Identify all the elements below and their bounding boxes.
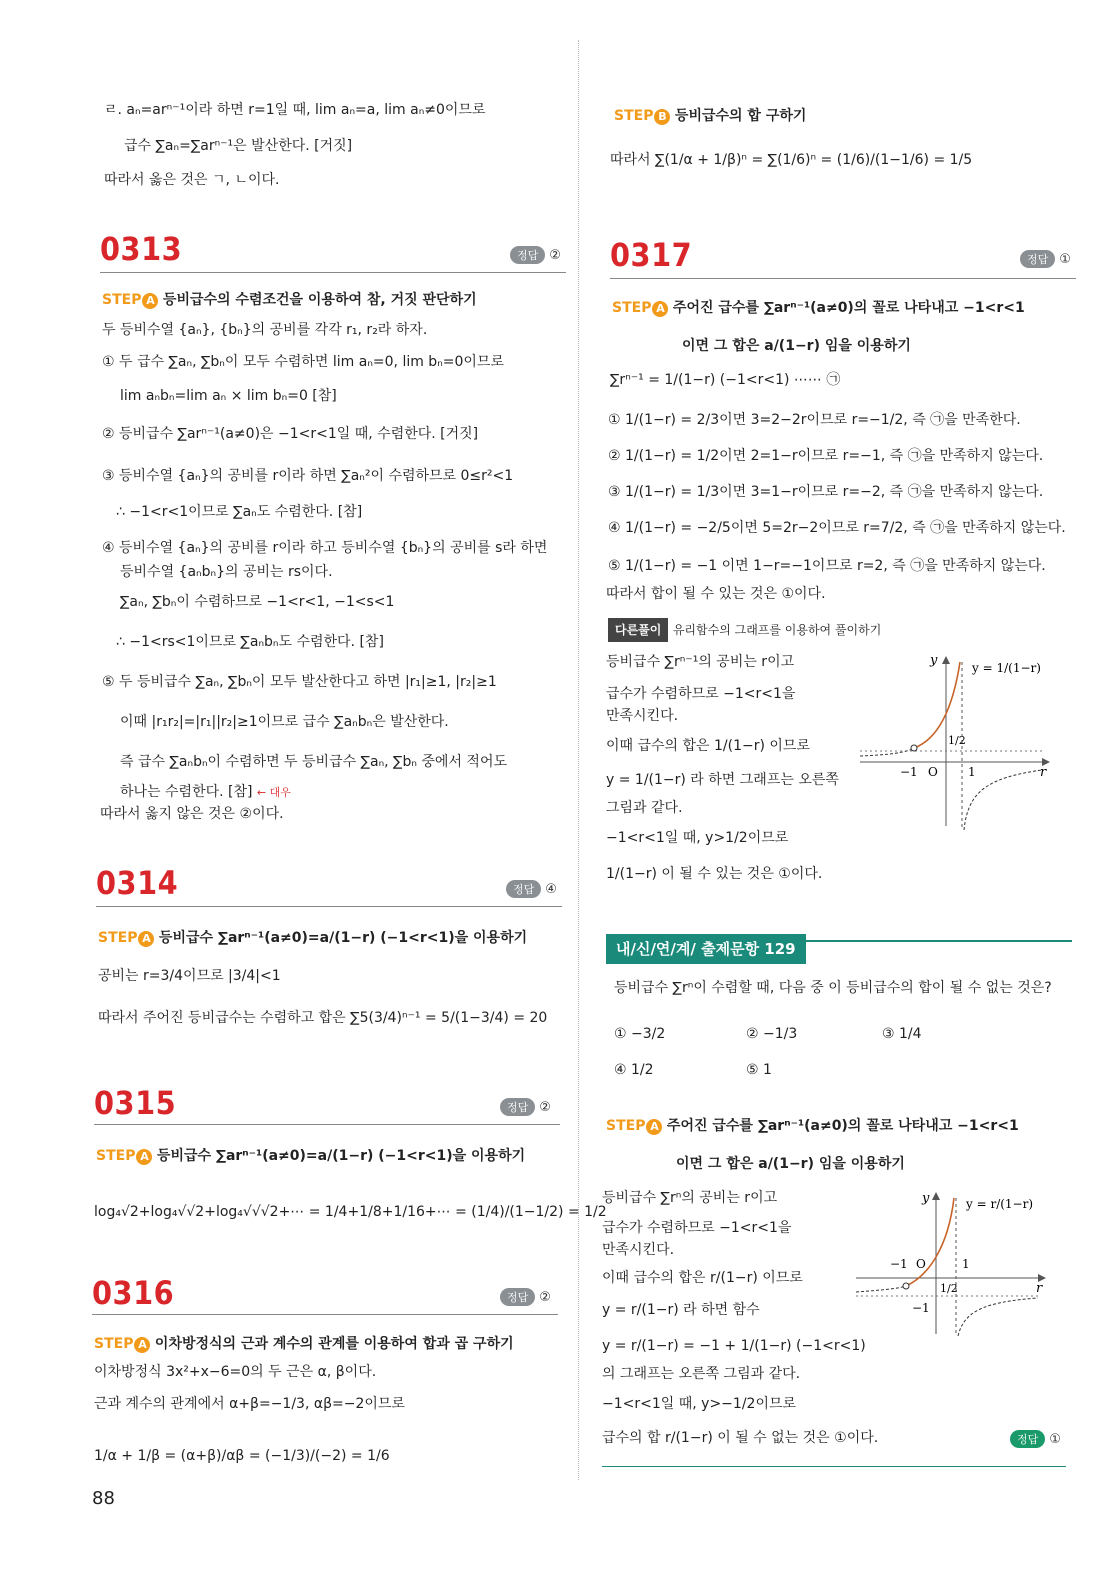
problem-number-0315: 0315 (94, 1084, 177, 1122)
reference-problem-banner: 내/신/연/계/ 출제문항 129 (606, 934, 806, 964)
problem-number-0313: 0313 (100, 230, 183, 268)
y-axis-arrow (932, 1192, 940, 1200)
step-heading-0317: STEP A 주어진 급수를 ∑arⁿ⁻¹(a≠0)의 꼴로 나타내고 −1<r<1 (612, 300, 1025, 316)
solution-line: 따라서 ∑(1/α + 1/β)ⁿ = ∑(1/6)ⁿ = (1/6)/(1−1/6) = 1/5 (610, 152, 973, 168)
solution-line: ④ 1/(1−r) = −2/5이면 5=2r−2이므로 r=7/2, 즉 ㉠을 만족하지 않는다. (608, 520, 1066, 536)
answer-value: ④ (545, 882, 557, 897)
label-half: 1/2 (948, 734, 966, 747)
label-r: r (1040, 765, 1047, 780)
solution-line: ② 1/(1−r) = 1/2이면 2=1−r이므로 r=−1, 즉 ㉠을 만족하지 않는다. (608, 448, 1044, 464)
step-heading-B: STEP B 등비급수의 합 구하기 (614, 108, 807, 124)
label-origin: O (916, 1257, 926, 1271)
problem-number-0316: 0316 (92, 1274, 175, 1312)
solution-line: 등비수열 {aₙbₙ}의 공비는 rs이다. (120, 564, 333, 580)
section-rule (92, 1314, 558, 1315)
answer-0314 (506, 880, 557, 898)
solution-line: 즉 급수 ∑aₙbₙ이 수렴하면 두 등비급수 ∑aₙ, ∑bₙ 중에서 적어도 (120, 754, 508, 770)
label-neg1: −1 (900, 765, 918, 779)
intro-line-2: 급수 ∑aₙ=∑arⁿ⁻¹은 발산한다. [거짓] (124, 138, 353, 154)
answer-badge: 정답 (510, 246, 545, 264)
solution-line: 이차방정식 3x²+x−6=0의 두 근은 α, β이다. (94, 1364, 377, 1380)
label-origin: O (928, 765, 938, 779)
step-heading-0317-cont: 이면 그 합은 a/(1−r) 임을 이용하기 (682, 338, 911, 354)
choice-1: ① −3/2 (614, 1026, 666, 1042)
problem-number-0314: 0314 (96, 864, 179, 902)
ref-line: 의 그래프는 오른쪽 그림과 같다. (602, 1366, 801, 1382)
ref-line: 급수가 수렴하므로 −1<r<1을 (602, 1220, 792, 1236)
label-y: y (930, 653, 938, 668)
alt-line: −1<r<1일 때, y>1/2이므로 (606, 830, 789, 846)
solution-line: ④ 등비수열 {aₙ}의 공비를 r이라 하고 등비수열 {bₙ}의 공비를 s라 하면 (102, 540, 548, 556)
intro-line-3: 따라서 옳은 것은 ㄱ, ㄴ이다. (104, 172, 280, 188)
solution-line: lim aₙbₙ=lim aₙ × lim bₙ=0 [참] (120, 388, 337, 404)
ref-line: y = r/(1−r) 라 하면 함수 (602, 1302, 760, 1318)
label-y: y (922, 1191, 930, 1206)
alt-line: y = 1/(1−r) 라 하면 그래프는 오른쪽 (606, 772, 839, 788)
answer-badge: 정답 (1010, 1430, 1045, 1448)
section-rule (94, 1124, 560, 1125)
solution-line: ① 두 급수 ∑aₙ, ∑bₙ이 모두 수렴하면 lim aₙ=0, lim bₙ=0이므로 (102, 354, 504, 370)
curve-converging (906, 1198, 954, 1286)
solution-line: ⑤ 1/(1−r) = −1 이면 1−r=−1이므로 r=2, 즉 ㉠을 만족하지 않는다. (608, 558, 1046, 574)
curve-right-branch (958, 1298, 1038, 1336)
choice-5: ⑤ 1 (746, 1062, 772, 1078)
alt-line: 이때 급수의 합은 1/(1−r) 이므로 (606, 738, 810, 754)
answer-badge: 정답 (1020, 250, 1055, 268)
choice-3: ③ 1/4 (882, 1026, 922, 1042)
page-number: 88 (92, 1488, 115, 1509)
solution-line: ∴ −1<r<1이므로 ∑aₙ도 수렴한다. [참] (116, 504, 363, 520)
section-rule (100, 272, 566, 273)
solution-line: ⑤ 두 등비급수 ∑aₙ, ∑bₙ이 모두 발산한다고 하면 |r₁|≥1, |r₂|≥1 (102, 674, 497, 690)
reference-banner-line (806, 940, 1072, 942)
label-one: 1 (962, 1257, 970, 1271)
solution-conclusion: 따라서 합이 될 수 있는 것은 ①이다. (606, 586, 826, 602)
answer-badge: 정답 (500, 1098, 535, 1116)
ref-line: y = r/(1−r) = −1 + 1/(1−r) (−1<r<1) (602, 1338, 866, 1354)
answer-ref (1010, 1430, 1061, 1448)
solution-line: ∑rⁿ⁻¹ = 1/(1−r) (−1<r<1) ⋯⋯ ㉠ (610, 372, 841, 388)
contrapositive-note: ← 대우 (256, 786, 291, 799)
choice-2: ② −1/3 (746, 1026, 798, 1042)
step-heading-0316: STEP A 이차방정식의 근과 계수의 관계를 이용하여 합과 곱 구하기 (94, 1336, 514, 1352)
step-heading-ref: STEP A 주어진 급수를 ∑arⁿ⁻¹(a≠0)의 꼴로 나타내고 −1<r<1 (606, 1118, 1019, 1134)
answer-0316 (500, 1288, 551, 1306)
answer-value: ② (539, 1290, 551, 1305)
solution-line: ∴ −1<rs<1이므로 ∑aₙbₙ도 수렴한다. [참] (116, 634, 384, 650)
curve-right-branch (964, 770, 1042, 830)
ref-line: 만족시킨다. (602, 1242, 675, 1258)
alt-line: 만족시킨다. (606, 708, 679, 724)
answer-value: ② (549, 248, 561, 263)
answer-value: ① (1049, 1432, 1061, 1447)
solution-line: 근과 계수의 관계에서 α+β=−1/3, αβ=−2이므로 (94, 1396, 405, 1412)
solution-line: ∑aₙ, ∑bₙ이 수렴하므로 −1<r<1, −1<s<1 (120, 594, 395, 610)
graph-r-over-1-minus-r (852, 1188, 1052, 1338)
label-neg1: −1 (912, 1301, 930, 1315)
solution-line: 하나는 수렴한다. [참] ← 대우 (120, 784, 291, 800)
label-neg1-top: −1 (890, 1257, 908, 1271)
label-equation: y = 1/(1−r) (972, 661, 1041, 675)
alt-line: 그림과 같다. (606, 800, 683, 816)
step-heading-0313: STEP A 등비급수의 수렴조건을 이용하여 참, 거짓 판단하기 (102, 292, 477, 308)
alt-line: 등비급수 ∑rⁿ⁻¹의 공비는 r이고 (606, 654, 795, 670)
answer-value: ① (1059, 252, 1071, 267)
answer-value: ② (539, 1100, 551, 1115)
open-point (903, 1283, 909, 1289)
section-rule (610, 278, 1076, 279)
step-heading-ref-cont: 이면 그 합은 a/(1−r) 임을 이용하기 (676, 1156, 905, 1172)
solution-line: ② 등비급수 ∑arⁿ⁻¹(a≠0)은 −1<r<1일 때, 수렴한다. [거짓] (102, 426, 479, 442)
column-divider (578, 40, 579, 1480)
alt-line: 급수가 수렴하므로 −1<r<1을 (606, 686, 796, 702)
label-half: 1/2 (940, 1282, 958, 1295)
answer-badge: 정답 (500, 1288, 535, 1306)
answer-0317 (1020, 250, 1071, 268)
solution-line: ③ 1/(1−r) = 1/3이면 3=1−r이므로 r=−2, 즉 ㉠을 만족하지 않는다. (608, 484, 1044, 500)
answer-0315 (500, 1098, 551, 1116)
solution-line: 공비는 r=3/4이므로 |3/4|<1 (98, 968, 281, 984)
alt-line: 1/(1−r) 이 될 수 있는 것은 ①이다. (606, 866, 823, 882)
ref-line: 등비급수 ∑rⁿ의 공비는 r이고 (602, 1190, 778, 1206)
y-axis-arrow (942, 656, 950, 664)
solution-line: 1/α + 1/β = (α+β)/αβ = (−1/3)/(−2) = 1/6 (94, 1448, 390, 1464)
alt-solution-badge: 다른풀이 (608, 618, 668, 642)
solution-line: 두 등비수열 {aₙ}, {bₙ}의 공비를 각각 r₁, r₂라 하자. (102, 322, 428, 338)
ref-line: 이때 급수의 합은 r/(1−r) 이므로 (602, 1270, 803, 1286)
problem-number-0317: 0317 (610, 236, 693, 274)
label-equation: y = r/(1−r) (966, 1197, 1034, 1211)
step-heading-0314: STEP A 등비급수 ∑arⁿ⁻¹(a≠0)=a/(1−r) (−1<r<1)을 이용하기 (98, 930, 528, 946)
solution-line: ③ 등비수열 {aₙ}의 공비를 r이라 하면 ∑aₙ²이 수렴하므로 0≤r²<1 (102, 468, 514, 484)
alt-solution-heading: 다른풀이 유리함수의 그래프를 이용하여 풀이하기 (608, 618, 881, 642)
label-r: r (1036, 1281, 1043, 1296)
reference-question: 등비급수 ∑rⁿ이 수렴할 때, 다음 중 이 등비급수의 합이 될 수 없는 것은? (614, 980, 1052, 996)
solution-line: ① 1/(1−r) = 2/3이면 3=2−2r이므로 r=−1/2, 즉 ㉠을 만족한다. (608, 412, 1021, 428)
intro-line-1: ㄹ. aₙ=arⁿ⁻¹이라 하면 r=1일 때, lim aₙ=a, lim aₙ≠0이므로 (104, 102, 486, 118)
section-rule (96, 906, 562, 907)
answer-0313 (510, 246, 561, 264)
solution-line: 따라서 주어진 등비급수는 수렴하고 합은 ∑5(3/4)ⁿ⁻¹ = 5/(1−3/4) = 20 (98, 1010, 548, 1026)
solution-conclusion: 따라서 옳지 않은 것은 ②이다. (100, 806, 284, 822)
solution-line: 이때 |r₁r₂|=|r₁||r₂|≥1이므로 급수 ∑aₙbₙ은 발산한다. (120, 714, 449, 730)
ref-line: −1<r<1일 때, y>−1/2이므로 (602, 1396, 797, 1412)
section-rule (602, 1466, 1066, 1467)
open-point (911, 745, 917, 751)
label-one: 1 (968, 765, 976, 779)
graph-1-over-1-minus-r (856, 652, 1056, 832)
solution-line: log₄√2+log₄√√2+log₄√√√2+⋯ = 1/4+1/8+1/16+⋯ = (1/4)/(1−1/2) = 1/2 (94, 1204, 607, 1220)
answer-badge: 정답 (506, 880, 541, 898)
choice-4: ④ 1/2 (614, 1062, 654, 1078)
ref-line: 급수의 합 r/(1−r) 이 될 수 없는 것은 ①이다. (602, 1430, 879, 1446)
step-heading-0315: STEP A 등비급수 ∑arⁿ⁻¹(a≠0)=a/(1−r) (−1<r<1)을 이용하기 (96, 1148, 526, 1164)
